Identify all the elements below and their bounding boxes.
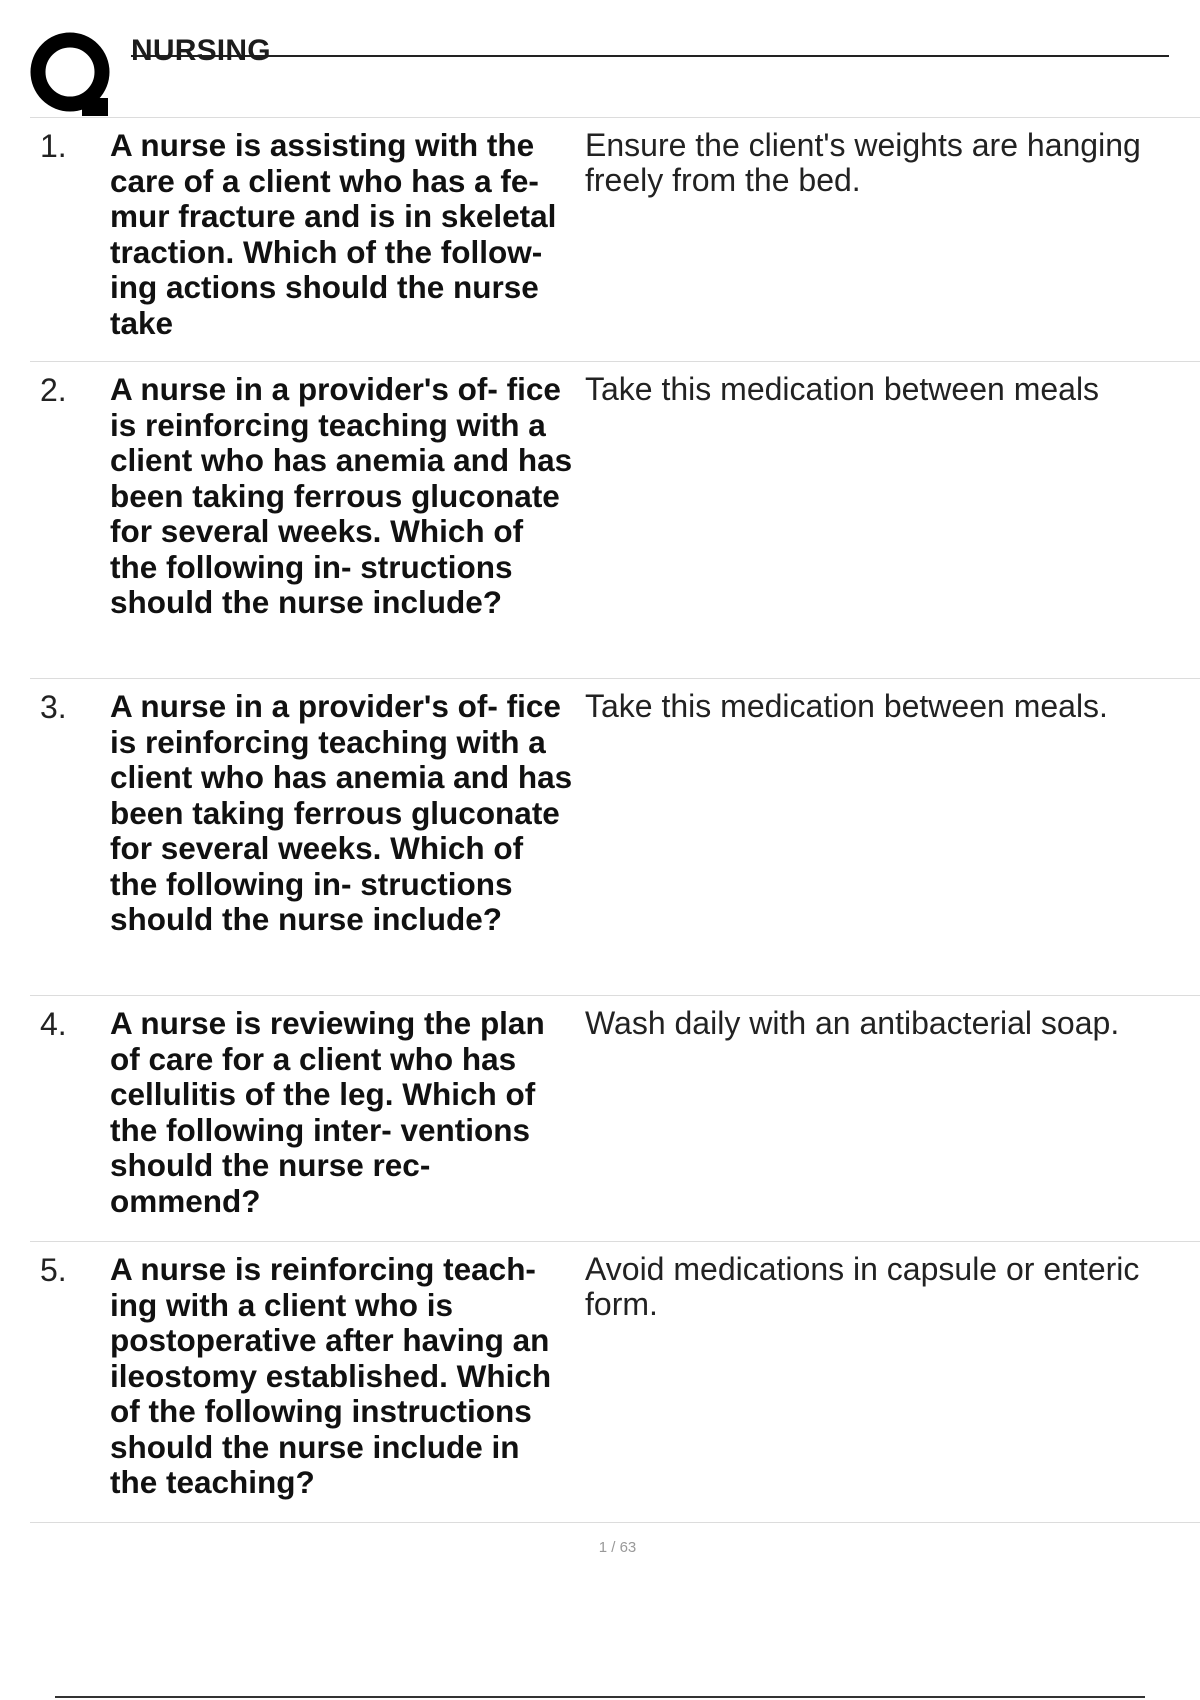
answer-text: Ensure the client's weights are hanging freely from the bed. <box>585 127 1141 198</box>
question-text: A nurse in a provider's of- fice is reinforcing teaching with a client who has anemia and has been taking ferrous gluconate for several weeks. Which of the following in- structions should the nurse include? <box>110 688 573 937</box>
item-number: 3. <box>40 689 67 725</box>
question-text: A nurse is reviewing the plan of care for a client who has cellulitis of the leg. Which of the following inter- ventions should the nurse rec- ommend? <box>110 1005 545 1219</box>
footer-rule <box>55 1696 1145 1698</box>
q-logo-icon <box>30 32 114 116</box>
question-text: A nurse in a provider's of- fice is reinforcing teaching with a client who has anemia and has been taking ferrous gluconate for several weeks. Which of the following in- structions should the nurse include? <box>110 371 573 620</box>
qa-table <box>30 117 1200 1523</box>
header-rule <box>131 55 1169 57</box>
answer-text: Avoid medications in capsule or enteric form. <box>585 1251 1140 1322</box>
qa-row <box>30 996 1200 1242</box>
answer-text: Take this medication between meals <box>585 371 1100 407</box>
qa-row <box>30 679 1200 996</box>
qa-row <box>30 362 1200 679</box>
answer-text: Take this medication between meals. <box>585 688 1108 724</box>
page-title: NURSING <box>131 34 271 67</box>
question-text: A nurse is reinforcing teach- ing with a client who is postoperative after having an ileostomy established. Which of the following instructions should the nurse include in the teaching? <box>110 1251 552 1500</box>
item-number: 5. <box>40 1252 67 1288</box>
item-number: 2. <box>40 372 67 408</box>
qa-row <box>30 118 1200 362</box>
page-number: 1 / 63 <box>598 1539 637 1556</box>
item-number: 4. <box>40 1006 67 1042</box>
item-number: 1. <box>40 128 67 164</box>
question-text: A nurse is assisting with the care of a client who has a fe- mur fracture and is in skeletal traction. Which of the follow- ing actions should the nurse take <box>110 127 557 341</box>
page-header <box>30 28 1140 118</box>
qa-row <box>30 1242 1200 1523</box>
answer-text: Wash daily with an antibacterial soap. <box>585 1005 1120 1041</box>
